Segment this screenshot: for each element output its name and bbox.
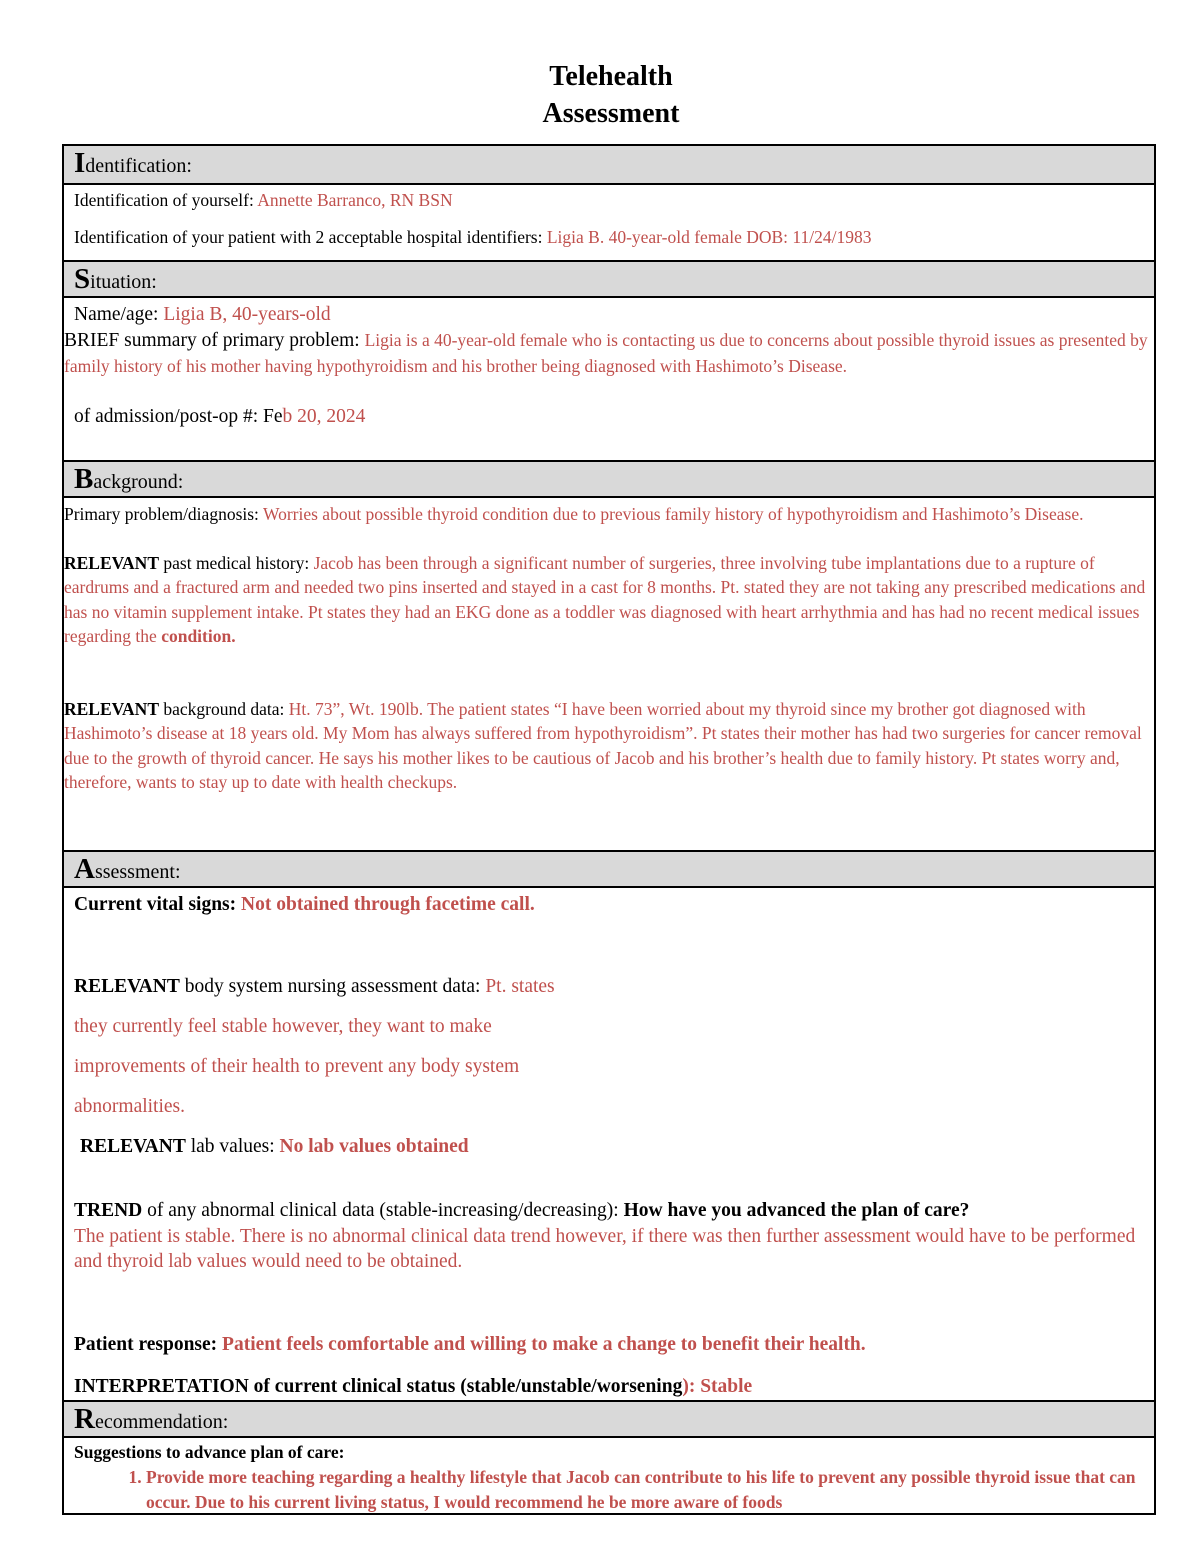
suggestions-label: Suggestions to advance plan of care: (74, 1442, 345, 1462)
background-header (64, 460, 1154, 498)
assessment-heading: ssessment: (94, 861, 181, 883)
body-system-assessment: RELEVANT body system nursing assessment data: Pt. states (74, 976, 555, 997)
background-initial: B (74, 463, 94, 495)
trend-data: TREND of any abnormal clinical data (stable-increasing/decreasing): How have you advanced the plan of care? (74, 1200, 970, 1221)
body-system-line-2: they currently feel stable however, they want to make (74, 1016, 492, 1037)
suggestions-list (74, 1465, 1154, 1515)
interpretation: INTERPRETATION of current clinical status (stable/unstable/worsening): Stable (74, 1376, 753, 1397)
situation-header (64, 260, 1154, 298)
suggestion-item: 1. Provide more teaching regarding a healthy lifestyle that Jacob can contribute to his life to prevent any possible thyroid issue that can occur. Due to his current living status, I would recommend he be more aware of foods (146, 1465, 1154, 1515)
assessment-header (64, 850, 1154, 888)
recommendation-body (64, 1440, 1154, 1515)
patient-response: Patient response: Patient feels comfortable and willing to make a change to benefit their health. (74, 1334, 866, 1355)
primary-problem: Primary problem/diagnosis: Worries about possible thyroid condition due to previous family history of hypothyroidism and Hashimoto’s Disease. (64, 504, 1084, 524)
background-data: RELEVANT background data: Ht. 73”, Wt. 190lb. The patient states “I have been worried about my thyroid since my brother got diagnosed with Hashimoto’s disease at 18 years old. My Mom has always suffered from hypothyroidism”. Pt states their mother has had two surgeries for cancer removal due to the growth of thyroid cancer. He says his mother likes to be cautious of Jacob and his brother’s health due to family history. Pt states worry and, therefore, wants to stay up to date with health checkups. (64, 698, 1142, 792)
situation-initial: S (74, 263, 91, 295)
identification-header (64, 146, 1154, 185)
assessment-body (64, 892, 1154, 1400)
title-line-1: Telehealth (549, 61, 673, 92)
identification-heading: dentification: (85, 155, 192, 177)
recommendation-header (64, 1400, 1154, 1438)
situation-body (64, 302, 1154, 430)
background-body (64, 502, 1154, 795)
situation-heading: ituation: (90, 271, 157, 293)
sbar-form (62, 144, 1156, 1515)
name-age: Name/age: Ligia B, 40-years-old (74, 304, 331, 325)
self-identification: Identification of yourself: Annette Barranco, RN BSN (74, 190, 453, 210)
trend-value: The patient is stable. There is no abnormal clinical data trend however, if there was then further assessment would have to be performed and thyroid lab values would need to be obtained. (74, 1226, 1136, 1272)
body-system-line-4: abnormalities. (74, 1096, 186, 1117)
recommendation-initial: R (74, 1403, 95, 1435)
body-system-line-3: improvements of their health to prevent any body system (74, 1056, 520, 1077)
background-heading: ackground: (93, 471, 184, 493)
lab-values: RELEVANT lab values: No lab values obtained (80, 1136, 469, 1157)
past-medical-history: RELEVANT past medical history: Jacob has been through a significant number of surgeries, three involving tube implantations due to a rupture of eardrums and a fractured arm and needed two pins inserted and stayed in a cast for 8 months. Pt. stated they are not taking any prescribed medications and has no vitamin supplement intake. Pt states they had an EKG done as a toddler was diagnosed with heart arrhythmia and has had no recent medical issues regarding the condition. (64, 552, 1146, 646)
title-line-2: Assessment (542, 98, 680, 129)
identification-body (64, 188, 1154, 249)
document-title (0, 58, 1200, 132)
identification-initial: I (74, 147, 86, 179)
brief-summary: BRIEF summary of primary problem: Ligia is a 40-year-old female who is contacting us due to concerns about possible thyroid issues as presented by family history of his mother having hypothyroidism and his brother being diagnosed with Hashimoto’s Disease. (64, 330, 1148, 376)
recommendation-heading: ecommendation: (94, 1411, 229, 1433)
admission-date: of admission/post-op #: Feb 20, 2024 (74, 406, 366, 427)
assessment-initial: A (74, 853, 95, 885)
patient-identification: Identification of your patient with 2 acceptable hospital identifiers: Ligia B. 40-year-old female DOB: 11/24/1983 (74, 226, 872, 247)
vital-signs: Current vital signs: Not obtained through facetime call. (74, 894, 535, 915)
